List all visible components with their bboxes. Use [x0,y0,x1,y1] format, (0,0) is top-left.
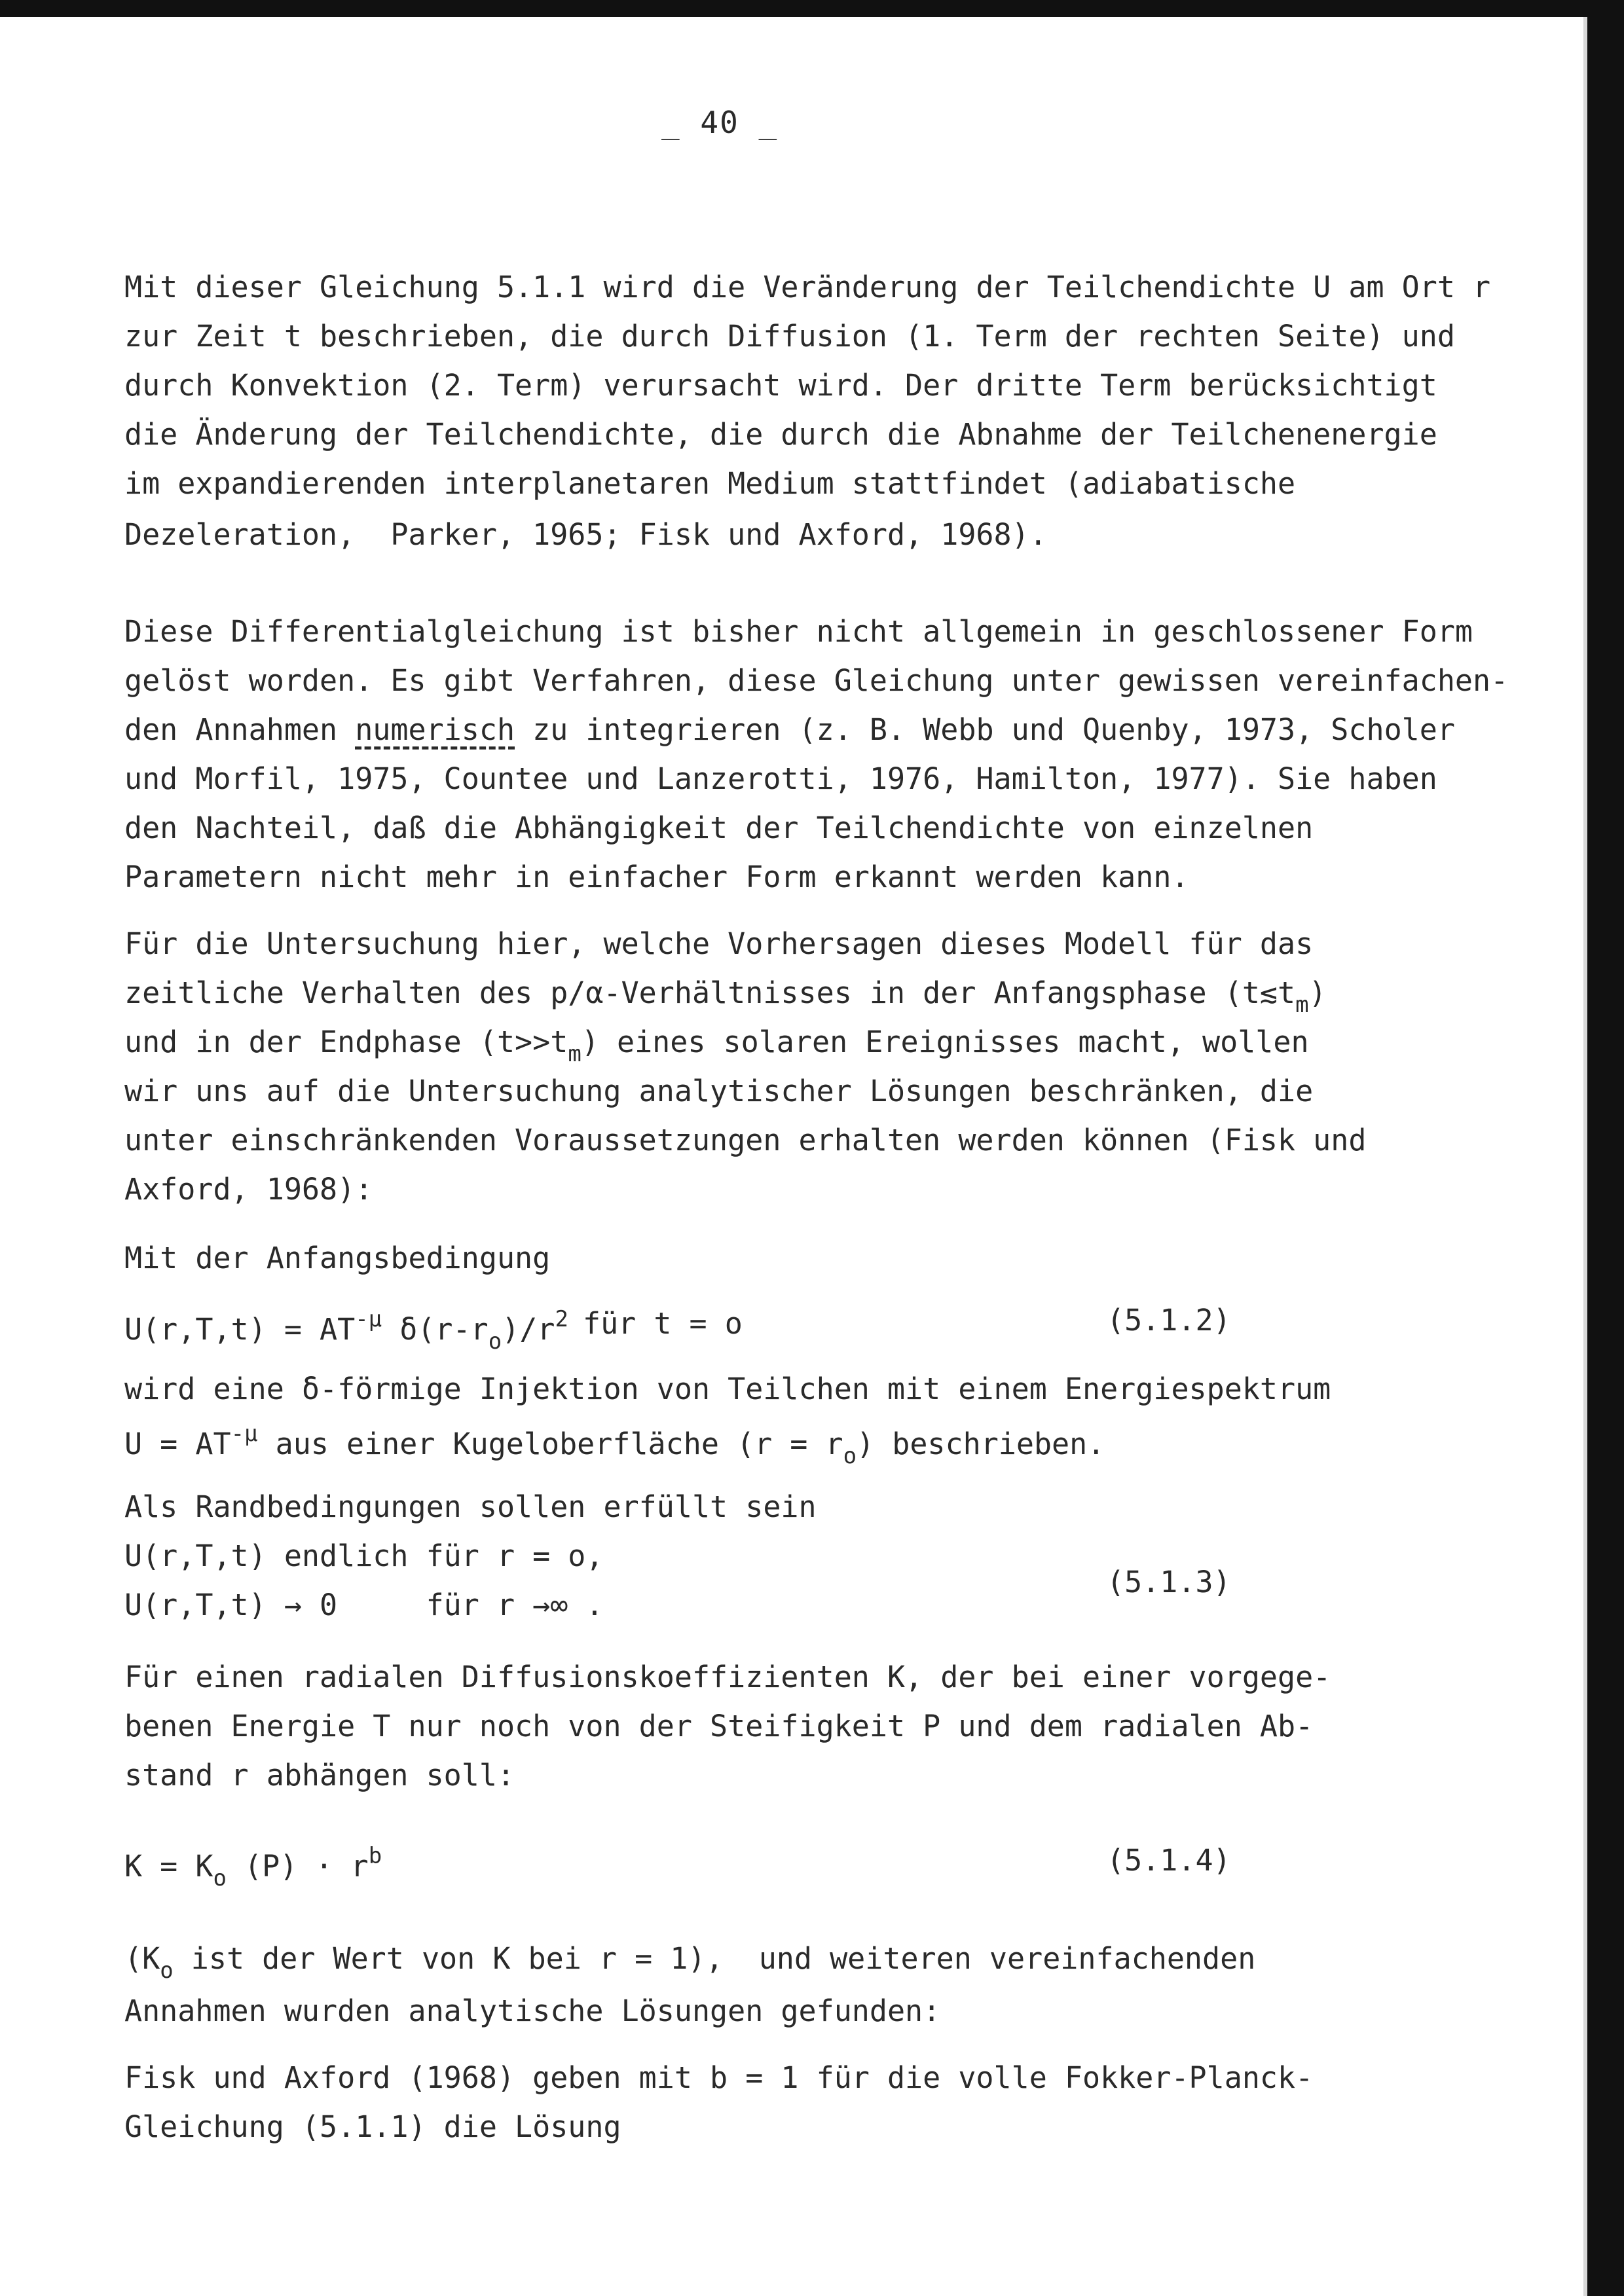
eq-text: U = AT [124,1427,231,1461]
text-line: die Änderung der Teilchendichte, die durch die Abnahme der Teilchenenergie [124,417,1437,452]
subscript: o [160,1958,174,1984]
equation-5-1-4 [124,1843,382,1891]
text-line: den Nachteil, daß die Abhängigkeit der Teilchendichte von einzelnen [124,811,1314,845]
subscript: o [843,1443,857,1469]
equation-number: (5.1.2) [1107,1303,1231,1338]
subscript: o [488,1328,502,1355]
text-line: Annahmen wurden analytische Lösungen gefunden: [124,1994,941,2028]
text-line: wird eine δ-förmige Injektion von Teilchen mit einem Energiespektrum [124,1372,1331,1406]
scan-border-top [0,0,1624,17]
eq-text: δ(r-r [382,1312,489,1347]
text-line: Dezeleration, Parker, 1965; Fisk und Axford, 1968). [124,517,1047,552]
eq-text: )/r [502,1312,555,1347]
approx-less-symbol: ≲ [1259,975,1278,1010]
equation-number: (5.1.4) [1107,1843,1231,1878]
text-span: t [1278,975,1296,1010]
equation-5-1-2 [124,1306,568,1355]
underlined-word: numerisch [355,712,515,747]
boundary-condition-2: U(r,T,t) → 0 für r →∞ . [124,1588,604,1622]
text-span: ist der Wert von K bei r = 1), und weiteren vereinfachenden [173,1941,1256,1976]
initial-condition-label: Mit der Anfangsbedingung [124,1241,551,1275]
equation-condition: für t = o [583,1306,743,1341]
text-span: ) [1308,975,1327,1010]
text-line: Parametern nicht mehr in einfacher Form erkannt werden kann. [124,860,1189,894]
boundary-conditions-label: Als Randbedingungen sollen erfüllt sein [124,1489,817,1524]
subscript: o [213,1865,227,1891]
superscript: -μ [231,1421,258,1447]
text-span: ) eines solaren Ereignisses macht, wollen [581,1025,1309,1059]
text-line: Fisk und Axford (1968) geben mit b = 1 für die volle Fokker-Planck- [124,2060,1314,2095]
text-line: Für einen radialen Diffusionskoeffizienten K, der bei einer vorgege- [124,1660,1331,1694]
text-line [124,712,1455,747]
equation-number: (5.1.3) [1107,1565,1231,1599]
text-span: und in der Endphase (t>>t [124,1025,568,1059]
scan-border-right [1587,0,1624,2296]
text-line: benen Energie T nur noch von der Steifigkeit P und dem radialen Ab- [124,1709,1314,1743]
text-line: stand r abhängen soll: [124,1758,515,1793]
eq-text: K = K [124,1849,213,1884]
text-line: unter einschränkenden Voraussetzungen erhalten werden können (Fisk und [124,1123,1367,1157]
superscript: 2 [555,1306,568,1332]
text-line [124,975,1327,1018]
text-span: (K [124,1941,160,1976]
text-line: Gleichung (5.1.1) die Lösung [124,2109,621,2144]
text-line [124,1421,1105,1469]
text-line [124,1941,1255,1984]
text-line: zur Zeit t beschrieben, die durch Diffusion (1. Term der rechten Seite) und [124,319,1455,354]
text-line [124,1025,1309,1067]
text-line: wir uns auf die Untersuchung analytischer Lösungen beschränken, die [124,1074,1314,1108]
subscript: m [1295,992,1309,1018]
page-number: _ 40 _ [661,105,779,140]
page-edge [1583,17,1587,2296]
text-line: im expandierenden interplanetaren Medium stattfindet (adiabatische [124,466,1296,501]
text-line: Für die Untersuchung hier, welche Vorhersagen dieses Modell für das [124,926,1314,961]
superscript: -μ [355,1306,382,1332]
text-line: Mit dieser Gleichung 5.1.1 wird die Veränderung der Teilchendichte U am Ort r [124,270,1491,304]
text-line: und Morfil, 1975, Countee und Lanzerotti, 1976, Hamilton, 1977). Sie haben [124,761,1437,796]
text-line: durch Konvektion (2. Term) verursacht wird. Der dritte Term berücksichtigt [124,368,1437,403]
text-span: den Annahmen [124,712,356,747]
text-line: Axford, 1968): [124,1172,373,1207]
eq-text: (P) · r [226,1849,369,1884]
subscript: m [568,1041,581,1067]
eq-text: U(r,T,t) = AT [124,1312,356,1347]
text-span: ) beschrieben. [857,1427,1105,1461]
text-line: gelöst worden. Es gibt Verfahren, diese Gleichung unter gewissen vereinfachen- [124,663,1509,698]
text-span: zu integrieren (z. B. Webb und Quenby, 1973, Scholer [515,712,1455,747]
boundary-condition-1: U(r,T,t) endlich für r = o, [124,1539,604,1573]
superscript: b [368,1843,382,1869]
text-line: Diese Differentialgleichung ist bisher nicht allgemein in geschlossener Form [124,614,1473,649]
text-span: zeitliche Verhalten des p/α-Verhältnisses in der Anfangsphase (t [124,975,1260,1010]
text-span: aus einer Kugeloberfläche (r = r [257,1427,843,1461]
